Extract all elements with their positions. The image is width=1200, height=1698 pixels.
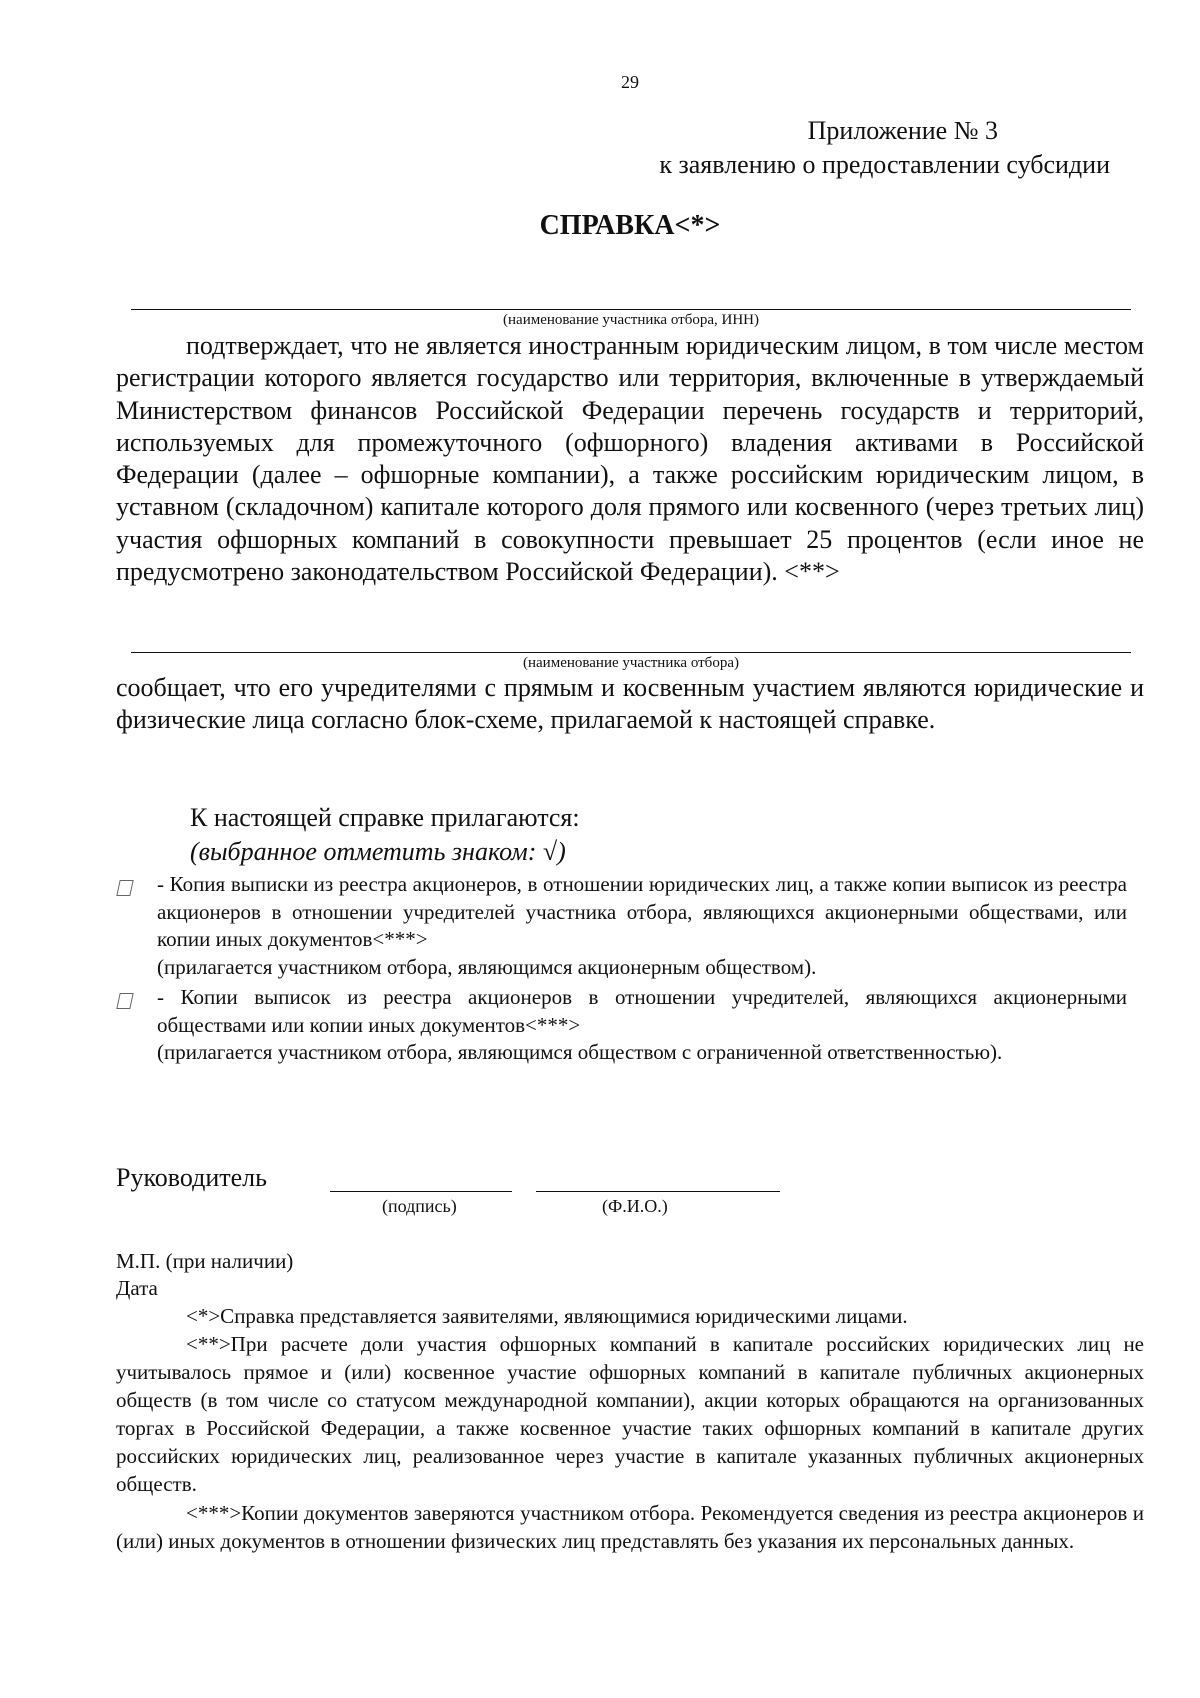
signature-caption: (подпись) xyxy=(382,1196,457,1216)
signature-line[interactable] xyxy=(330,1191,512,1192)
attachment-item-2: - Копии выписок из реестра акционеров в отношении учредителей, являющихся акционерными обществами или копии иных документов<***> xyxy=(157,985,1127,1037)
signature-label: Руководитель xyxy=(116,1163,267,1192)
attachment-checkbox-2[interactable] xyxy=(116,993,133,1009)
footnote-3: <***>Копии документов заверяются участником отбора. Рекомендуется сведения из реестра акционеров и (или) иных документов в отношении физических лиц представлять без указания их персональных данных. xyxy=(116,1501,1144,1553)
date-label: Дата xyxy=(116,1276,158,1300)
name-line[interactable] xyxy=(536,1191,780,1192)
appendix-title: Приложение № 3 xyxy=(807,116,998,145)
attachments-note: (выбранное отметить знаком: √) xyxy=(190,837,566,866)
founders-paragraph: сообщает, что его учредителями с прямым и косвенным участием являются юридические и физические лица согласно блок-схеме, прилагаемой к настоящей справке. xyxy=(116,673,1144,735)
document-title: СПРАВКА<*> xyxy=(539,210,721,241)
confirmation-paragraph: подтверждает, что не является иностранным юридическим лицом, в том числе местом регистрации которого является государство или территория, включенные в утверждаемый Министерством финансов Российской Федерации перечень государств и территорий, используемых для промежуточного (офшорного) владения активами в Российской Федерации (далее – офшорные компании), а также российским юридическим лицом, в уставном (складочном) капитале которого доля прямого или косвенного (через третьих лиц) участия офшорных компаний в совокупности превышает 25 процентов (если иное не предусмотрено законодательством Российской Федерации). <**> xyxy=(116,331,1144,587)
attachment-item-1-note: (прилагается участником отбора, являющимся акционерным обществом). xyxy=(157,955,817,979)
attachment-item-2-note: (прилагается участником отбора, являющимся обществом с ограниченной ответственностью). xyxy=(157,1040,1003,1064)
page-number: 29 xyxy=(621,72,639,92)
participant-name-line[interactable] xyxy=(131,309,1131,310)
attachments-heading: К настоящей справке прилагаются: xyxy=(190,803,580,832)
participant-name-caption: (наименование участника отбора, ИНН) xyxy=(503,312,759,328)
participant-name-line-2[interactable] xyxy=(131,652,1131,653)
stamp-label: М.П. (при наличии) xyxy=(116,1249,294,1273)
attachment-item-1: - Копия выписки из реестра акционеров, в отношении юридических лиц, а также копии выписок из реестра акционеров в отношении учредителей участника отбора, являющихся акционерными обществами, или копии иных документов<***> xyxy=(157,872,1127,951)
participant-name-caption-2: (наименование участника отбора) xyxy=(523,655,739,671)
footnote-1: <*>Справка представляется заявителями, являющимися юридическими лицами. xyxy=(186,1304,908,1328)
attachment-checkbox-1[interactable] xyxy=(116,880,133,896)
appendix-subtitle: к заявлению о предоставлении субсидии xyxy=(659,150,1110,179)
name-caption: (Ф.И.О.) xyxy=(602,1196,668,1216)
footnote-2: <**>При расчете доли участия офшорных компаний в капитале российских юридических лиц не учитывалось прямое и (или) косвенное участие офшорных компаний в капитале публичных акционерных обществ (в том числе со статусом международной компании), акции которых обращаются на организованных торгах в Российской Федерации, а также косвенное участие таких офшорных компаний в капитале других российских юридических лиц, реализованное через участие в капитале указанных публичных акционерных обществ. xyxy=(116,1332,1144,1496)
